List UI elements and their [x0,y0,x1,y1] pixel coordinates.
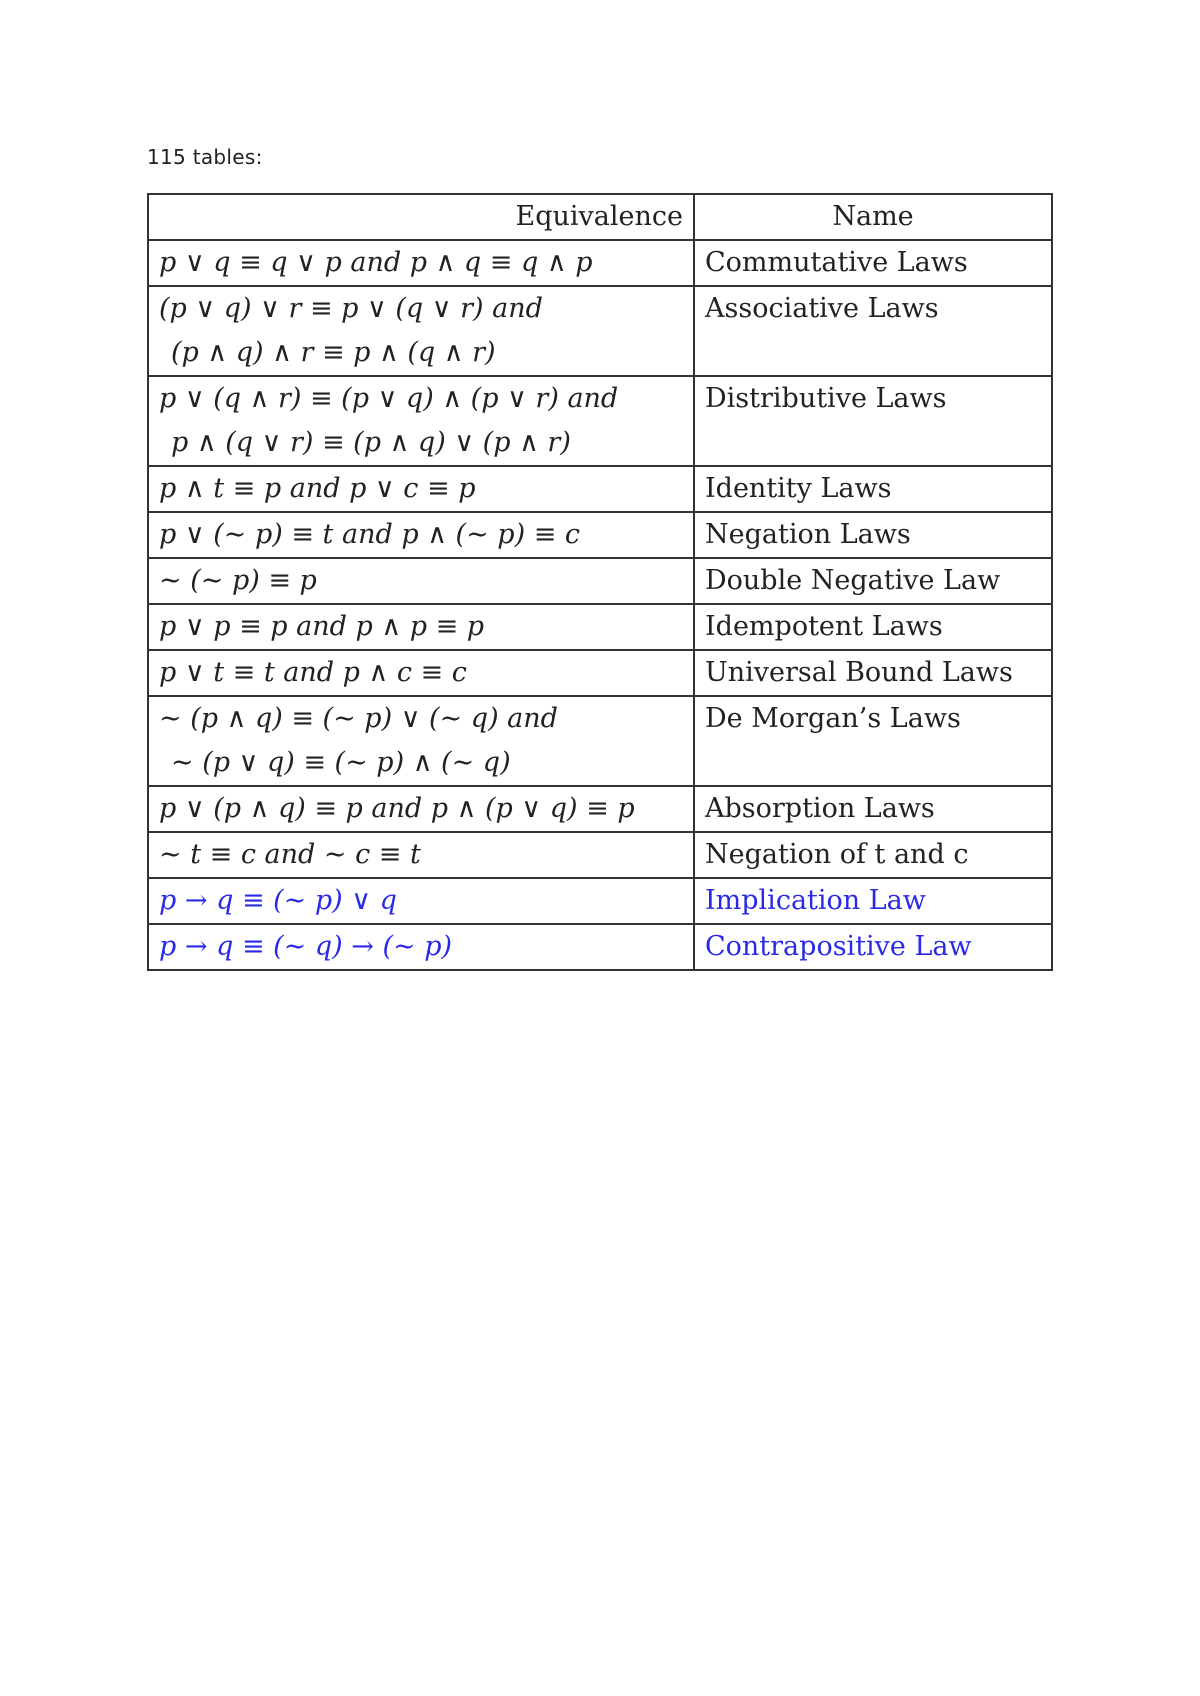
law-name-cell: Identity Laws [694,466,1052,512]
table-row [148,240,1052,286]
equivalence-cell [148,924,694,970]
table-row [148,466,1052,512]
law-name-cell: Contrapositive Law [694,924,1052,970]
equivalence-line: ∼ t ≡ c and ∼ c ≡ t [159,839,421,870]
table-row [148,512,1052,558]
equivalence-cell [148,240,694,286]
column-header-equivalence: Equivalence [148,194,694,240]
equivalence-cell [148,512,694,558]
table-row [148,558,1052,604]
law-name-cell: Idempotent Laws [694,604,1052,650]
equivalence-line: p ∧ t ≡ p and p ∨ c ≡ p [159,473,476,504]
equivalence-line: p → q ≡ (∼ q) → (∼ p) [159,931,453,962]
table-row [148,286,1052,376]
caption: 115 tables: [147,145,263,169]
equivalence-line: p ∨ p ≡ p and p ∧ p ≡ p [159,611,485,642]
table-row [148,696,1052,786]
equivalence-cell [148,286,694,376]
equivalence-line: p ∧ (q ∨ r) ≡ (p ∧ q) ∨ (p ∧ r) [171,427,571,458]
table-row [148,832,1052,878]
table-row [148,786,1052,832]
equivalence-line: p ∨ t ≡ t and p ∧ c ≡ c [159,657,467,688]
equivalence-line: p ∨ q ≡ q ∨ p and p ∧ q ≡ q ∧ p [159,247,593,278]
equivalence-cell [148,604,694,650]
table-row [148,376,1052,466]
equivalence-cell [148,878,694,924]
equivalence-cell [148,376,694,466]
law-name-cell: Commutative Laws [694,240,1052,286]
equivalence-line: p ∨ (p ∧ q) ≡ p and p ∧ (p ∨ q) ≡ p [159,793,635,824]
table-row-highlighted [148,878,1052,924]
logical-equivalences-table [147,193,1053,971]
table-header-row [148,194,1052,240]
law-name-cell: Implication Law [694,878,1052,924]
table-row-highlighted [148,924,1052,970]
equivalence-line: (p ∧ q) ∧ r ≡ p ∧ (q ∧ r) [171,337,496,368]
equivalence-cell [148,696,694,786]
law-name-cell: De Morgan’s Laws [694,696,1052,786]
column-header-name: Name [694,194,1052,240]
equivalence-line: p ∨ (∼ p) ≡ t and p ∧ (∼ p) ≡ c [159,519,581,550]
equivalence-line: p ∨ (q ∧ r) ≡ (p ∨ q) ∧ (p ∨ r) and [159,383,619,414]
equivalence-cell [148,558,694,604]
equivalence-line: ∼ (∼ p) ≡ p [159,565,317,596]
law-name-cell: Distributive Laws [694,376,1052,466]
equivalence-cell [148,466,694,512]
equivalence-cell [148,786,694,832]
equivalence-line: ∼ (p ∧ q) ≡ (∼ p) ∨ (∼ q) and [159,703,558,734]
equivalence-line: ∼ (p ∨ q) ≡ (∼ p) ∧ (∼ q) [171,747,511,778]
table-row [148,604,1052,650]
equivalence-line: (p ∨ q) ∨ r ≡ p ∨ (q ∨ r) and [159,293,543,324]
law-name-cell: Negation Laws [694,512,1052,558]
law-name-cell: Double Negative Law [694,558,1052,604]
equivalence-cell [148,832,694,878]
equivalence-cell [148,650,694,696]
law-name-cell: Negation of t and c [694,832,1052,878]
law-name-cell: Universal Bound Laws [694,650,1052,696]
law-name-cell: Associative Laws [694,286,1052,376]
equivalence-line: p → q ≡ (∼ p) ∨ q [159,885,397,916]
table-row [148,650,1052,696]
law-name-cell: Absorption Laws [694,786,1052,832]
